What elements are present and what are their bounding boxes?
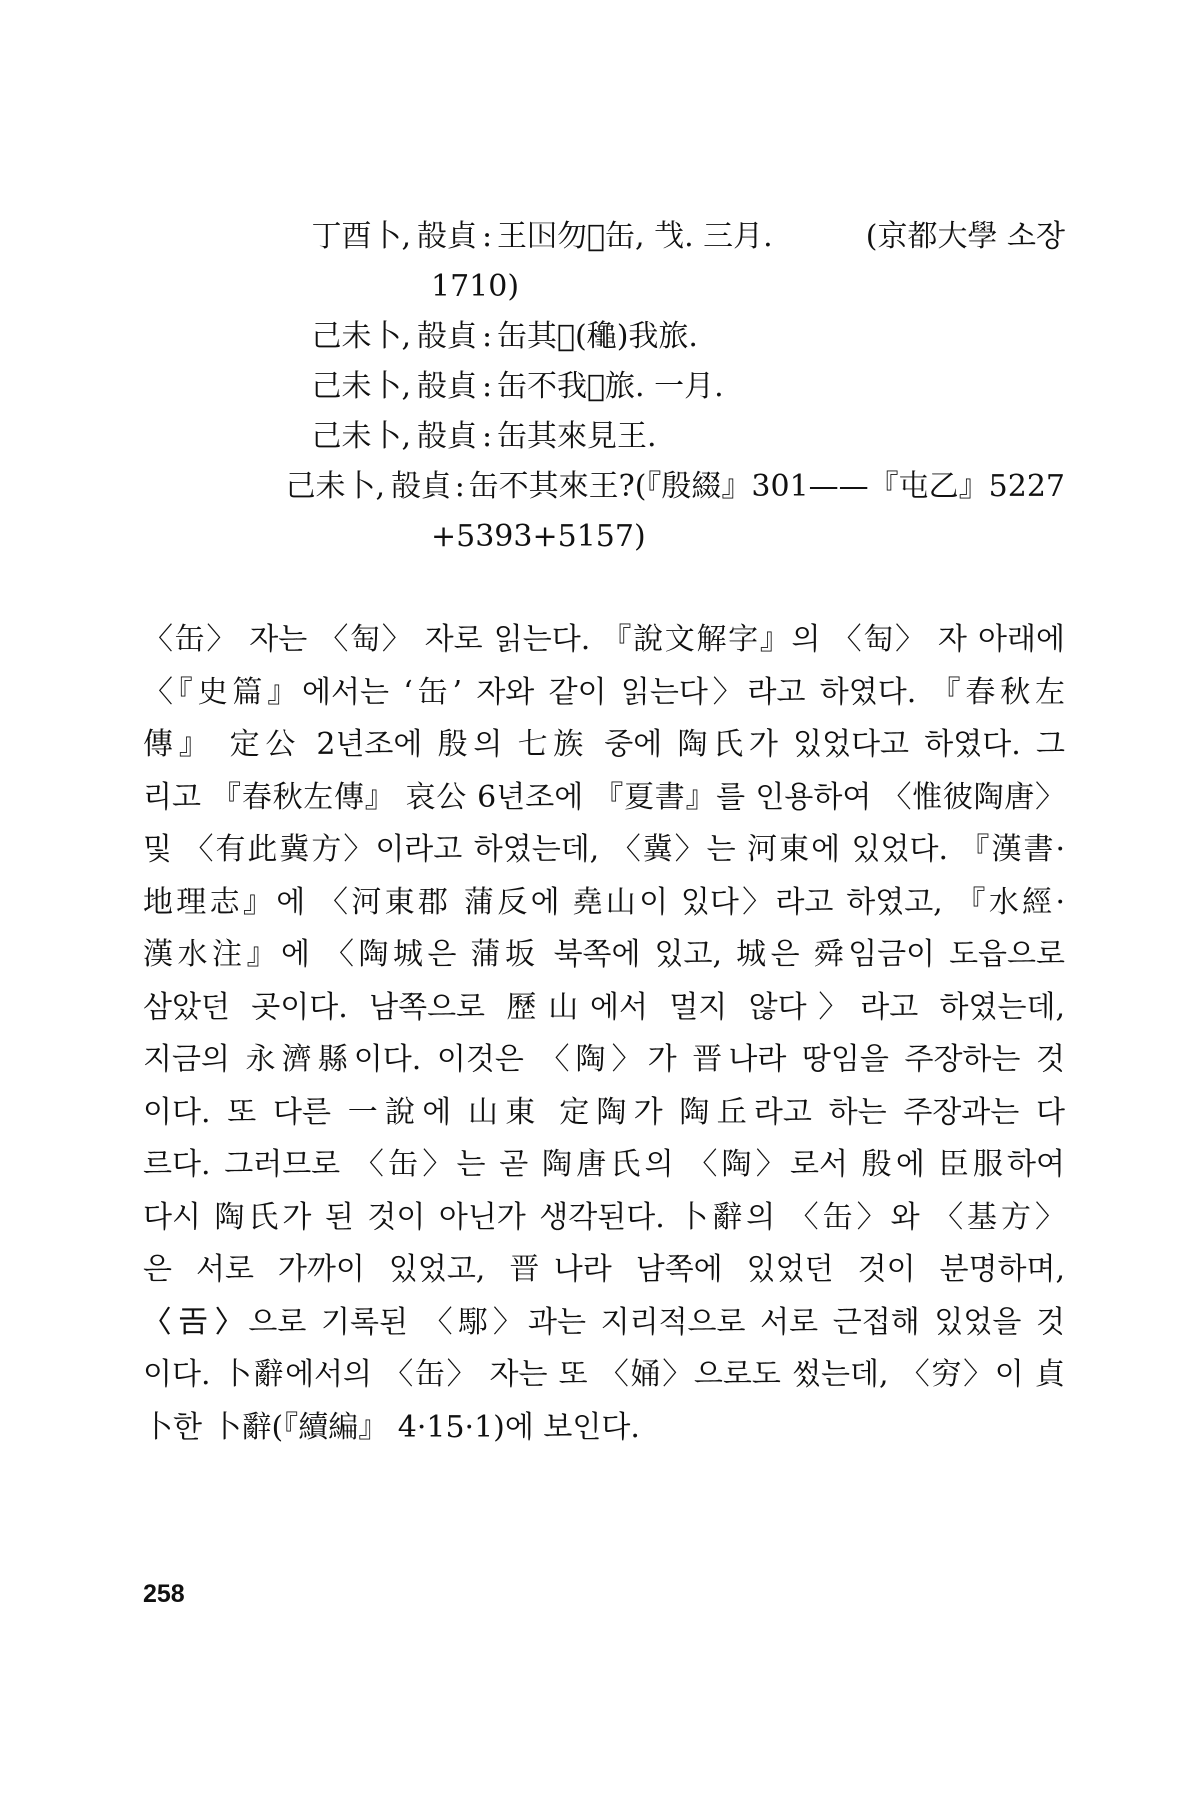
- source-reference-continuation: +5393+5157): [431, 519, 646, 554]
- inscription-line: [205, 212, 1065, 262]
- inscription-line: [205, 312, 1065, 362]
- inscription-text: 缶不其來王?: [468, 469, 635, 504]
- paragraph-line: 〈『史篇』에서는 ‘缶’ 자와 같이 읽는다〉라고 하였다. 『春秋左: [143, 674, 1065, 710]
- paragraph-line: 地理志』에 〈河東郡 蒲反에 堯山이 있다〉라고 하였고, 『水經·: [143, 884, 1065, 920]
- paragraph-line: 지금의 永濟縣이다. 이것은 〈陶〉가 晋나라 땅임을 주장하는 것: [143, 1042, 1065, 1077]
- page-number: 258: [143, 1580, 185, 1608]
- inscription-line: [205, 362, 1065, 412]
- divination-date: 己未卜,: [285, 469, 386, 504]
- paragraph-line: 리고 『春秋左傳』 哀公 6년조에 『夏書』를 인용하여 〈惟彼陶唐〉: [143, 779, 1065, 815]
- diviner-name: 㱿貞: [417, 419, 477, 454]
- paragraph-line: 이다. 卜辭에서의 〈缶〉 자는 또 〈㛚〉으로도 썼는데, 〈穷〉이 貞: [143, 1357, 1065, 1392]
- inscription-text: 缶其𤕫(䆋)我旅.: [497, 319, 698, 354]
- inscription-line: [205, 462, 1065, 512]
- inscription-text: 王𡆥勿𦎫缶, 𢦏. 三月.: [497, 219, 773, 254]
- paragraph-line: 다시 陶氏가 된 것이 아닌가 생각된다. 卜辭의 〈缶〉와 〈基方〉: [143, 1199, 1065, 1235]
- paragraph-line: 〈缶〉 자는 〈匋〉 자로 읽는다. 『說文解字』의 〈匋〉 자 아래에: [143, 622, 1065, 657]
- divination-date: 丁酉卜,: [311, 219, 411, 254]
- diviner-name: 㱿貞: [417, 369, 477, 404]
- colon-separator: :: [481, 419, 493, 454]
- colon-separator: :: [454, 469, 465, 504]
- diviner-name: 㱿貞: [417, 219, 477, 254]
- colon-separator: :: [481, 219, 493, 254]
- body-paragraph: [143, 614, 1065, 1454]
- paragraph-line: 傳』 定公 2년조에 殷의 七族 중에 陶氏가 있었다고 하였다. 그: [143, 727, 1065, 762]
- diviner-name: 㱿貞: [417, 319, 477, 354]
- inscription-text: 缶不我𤕫旅. 一月.: [497, 369, 724, 404]
- divination-date: 己未卜,: [311, 419, 411, 454]
- oracle-inscriptions-block: [205, 212, 1065, 562]
- paragraph-line: 은 서로 가까이 있었고, 晋나라 남쪽에 있었던 것이 분명하며,: [143, 1252, 1065, 1287]
- source-reference: (『殷綴』301——『屯乙』5227: [634, 469, 1065, 504]
- paragraph-line: 삼았던 곳이다. 남쪽으로 歷山에서 멀지 않다〉라고 하였는데,: [143, 989, 1065, 1025]
- divination-date: 己未卜,: [311, 369, 411, 404]
- paragraph-line: 〈𢀛〉으로 기록된 〈䣕〉과는 지리적으로 서로 근접해 있었을 것: [143, 1304, 1065, 1340]
- paragraph-line: 漢水注』에 〈陶城은 蒲坂 북쪽에 있고, 城은 舜임금이 도읍으로: [143, 937, 1065, 972]
- source-reference-continuation: 1710): [431, 269, 520, 304]
- divination-date: 己未卜,: [311, 319, 411, 354]
- diviner-name: 㱿貞: [391, 469, 452, 504]
- source-reference: (京都大學 소장: [865, 219, 1065, 254]
- colon-separator: :: [481, 369, 493, 404]
- paragraph-line: 이다. 또 다른 一說에 山東 定陶가 陶丘라고 하는 주장과는 다: [143, 1094, 1065, 1130]
- colon-separator: :: [481, 319, 493, 354]
- paragraph-line: 卜한 卜辭(『續編』 4·15·1)에 보인다.: [143, 1409, 640, 1445]
- inscription-line: [205, 412, 1065, 462]
- paragraph-line: 및 〈有此冀方〉이라고 하였는데, 〈冀〉는 河東에 있었다. 『漢書·: [143, 832, 1065, 867]
- paragraph-line: 르다. 그러므로 〈缶〉는 곧 陶唐氏의 〈陶〉로서 殷에 臣服하여: [143, 1147, 1065, 1182]
- inscription-text: 缶其來見王.: [497, 419, 657, 454]
